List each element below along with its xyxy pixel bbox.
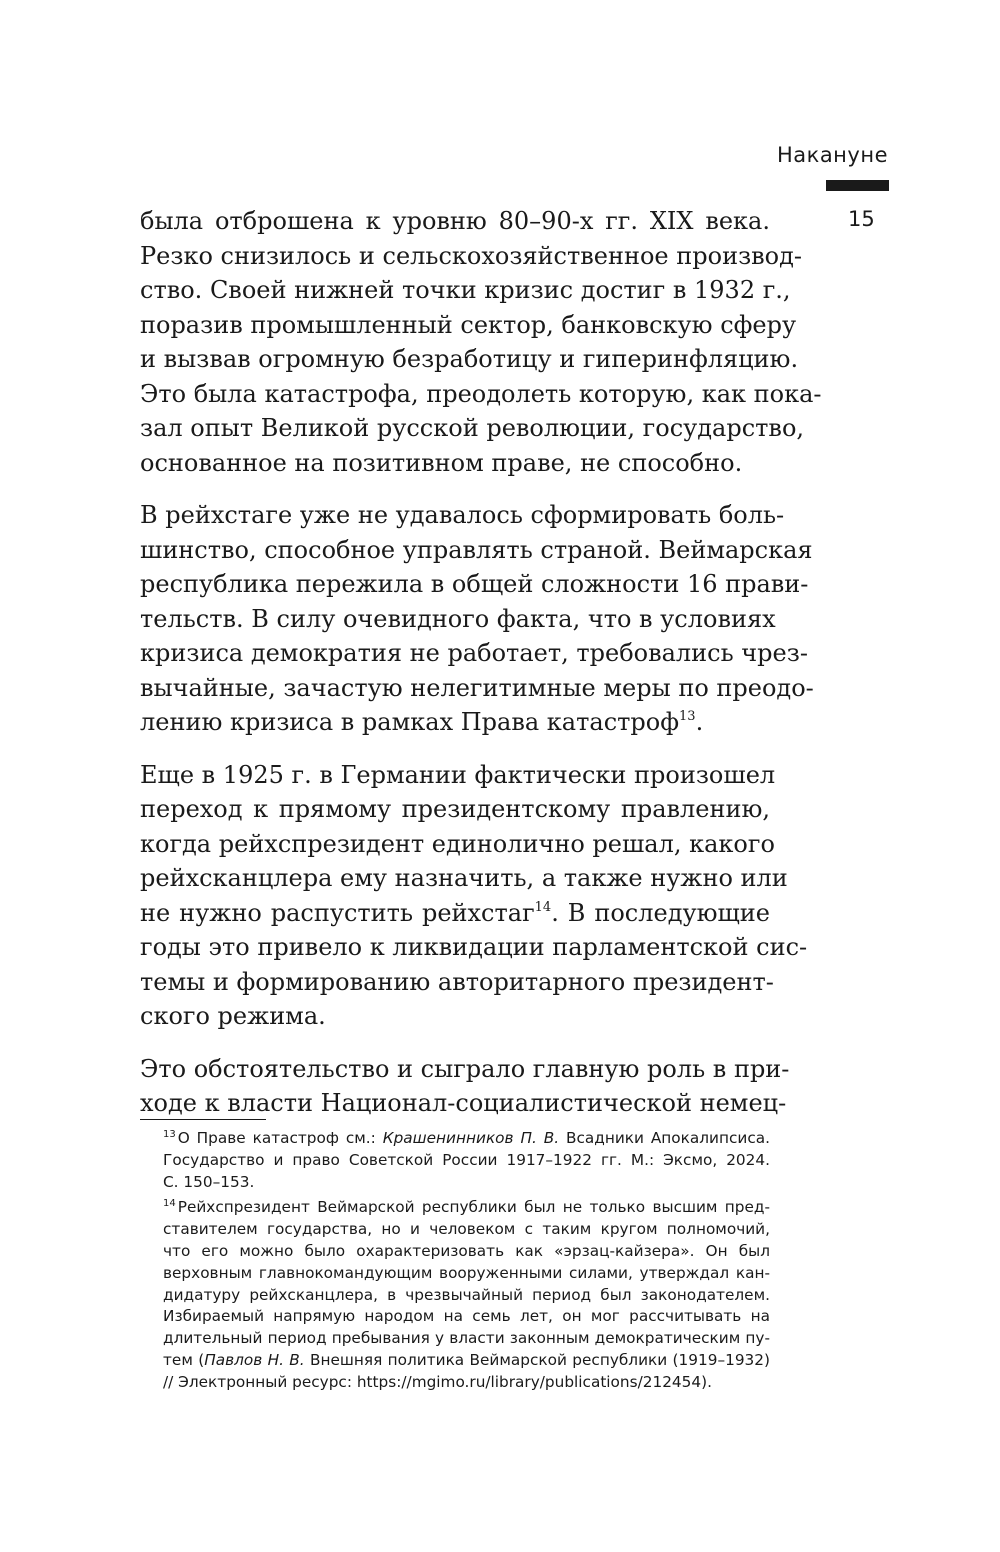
footnote-13 xyxy=(163,1128,770,1193)
text-line: годы это привело к ликвидации парламентской сис- xyxy=(140,933,808,961)
text-line: шинство, способное управлять страной. Веймарская xyxy=(140,535,813,564)
author-name: Павлов Н. В. xyxy=(204,1350,305,1369)
text-line: когда рейхспрезидент единолично решал, какого xyxy=(140,829,775,858)
text-line: кризиса демократия не работает, требовались чрез- xyxy=(140,639,808,667)
text-line: ство. Своей нижней точки кризис достиг в 1932 г., xyxy=(140,276,791,304)
footnote-line xyxy=(163,1128,770,1150)
author-name: Крашенинников П. В. xyxy=(382,1129,560,1147)
footnote-14 xyxy=(163,1197,770,1393)
footnote-line: верховным главнокомандующим вооруженными силами, утверждал кан- xyxy=(163,1263,770,1282)
text-line: Еще в 1925 г. в Германии фактически произошел xyxy=(140,760,776,789)
text-line xyxy=(140,705,770,740)
footnote-number: 13 xyxy=(163,1129,176,1140)
text-fragment: Всадники Апокалипсиса. xyxy=(559,1129,770,1147)
footnote-line: // Электронный ресурс: https://mgimo.ru/library/publications/212454). xyxy=(163,1372,712,1391)
text-line: вычайные, зачастую нелегитимные меры по преодо- xyxy=(140,673,814,702)
text-line: рейхсканцлера ему назначить, а также нужно или xyxy=(140,864,788,892)
text-line: Резко снизилось и сельскохозяйственное производ- xyxy=(140,241,803,270)
footnote-line: длительный период пребывания у власти законным демократическим пу- xyxy=(163,1329,770,1348)
text-line: основанное на позитивном праве, не способно. xyxy=(140,448,743,477)
text-line: республика пережила в общей сложности 16 прави- xyxy=(140,570,809,598)
text-line xyxy=(140,896,770,931)
text-line: Это была катастрофа, преодолеть которую, как пока- xyxy=(140,379,822,408)
footnote-line: С. 150–153. xyxy=(163,1172,255,1191)
text-fragment: не нужно распустить рейхстаг xyxy=(140,898,535,927)
text-line: зал опыт Великой русской революции, государство, xyxy=(140,414,805,442)
main-text xyxy=(140,204,822,1139)
footnote-line xyxy=(163,1350,770,1372)
running-head: Накануне xyxy=(776,143,888,167)
footnote-line: Избираемый напрямую народом на семь лет, он мог рассчитывать на xyxy=(163,1307,770,1326)
footnote-number: 14 xyxy=(163,1198,176,1210)
text-line: Это обстоятельство и сыграло главную роль в при- xyxy=(140,1054,790,1083)
footnote-line: ставителем государства, но и человеком с таким кругом полномочий, xyxy=(163,1220,770,1239)
footnote-line: что его можно было охарактеризовать как «эрзац-кайзера». Он был xyxy=(163,1241,770,1260)
text-fragment: О Праве катастроф см.: xyxy=(177,1129,383,1147)
text-fragment: Внешняя политика Веймарской республики (1919–1932) xyxy=(304,1350,770,1369)
text-line: В рейхстаге уже не удавалось сформировать боль- xyxy=(140,501,785,529)
paragraph-3 xyxy=(140,758,808,1034)
footnote-ref-13[interactable]: 13 xyxy=(679,709,696,724)
footnote-ref-14[interactable]: 14 xyxy=(534,899,552,915)
paragraph-1 xyxy=(140,204,822,480)
page-number: 15 xyxy=(848,207,875,231)
text-line: ского режима. xyxy=(140,1002,326,1030)
text-fragment: . xyxy=(695,708,704,736)
footnotes xyxy=(163,1128,770,1398)
paragraph-4 xyxy=(140,1052,790,1121)
text-fragment: тем ( xyxy=(163,1350,205,1369)
text-line: была отброшена к уровню 80–90-х гг. XIX века. xyxy=(140,207,770,235)
text-line: переход к прямому президентскому правлению, xyxy=(140,795,770,823)
footnote-line xyxy=(163,1197,770,1219)
text-line: тельств. В силу очевидного факта, что в условиях xyxy=(140,604,776,633)
footnote-line: дидатуру рейхсканцлера, в чрезвычайный период был законодателем. xyxy=(163,1285,770,1304)
running-head-bar xyxy=(826,180,889,191)
text-fragment: лению кризиса в рамках Права катастроф xyxy=(140,708,680,736)
text-fragment: . В последующие xyxy=(551,898,770,927)
text-line: ходе к власти Национал-социалистической немец- xyxy=(140,1089,787,1117)
paragraph-2 xyxy=(140,498,814,740)
text-line: и вызвав огромную безработицу и гиперинфляцию. xyxy=(140,345,799,373)
footnote-separator xyxy=(140,1119,266,1120)
text-line: поразив промышленный сектор, банковскую сферу xyxy=(140,310,797,339)
text-fragment: Рейхспрезидент Веймарской республики был не только высшим пред- xyxy=(177,1198,770,1217)
footnote-line: Государство и право Советской России 1917–1922 гг. М.: Эксмо, 2024. xyxy=(163,1150,770,1169)
text-line: темы и формированию авторитарного президент- xyxy=(140,967,774,996)
